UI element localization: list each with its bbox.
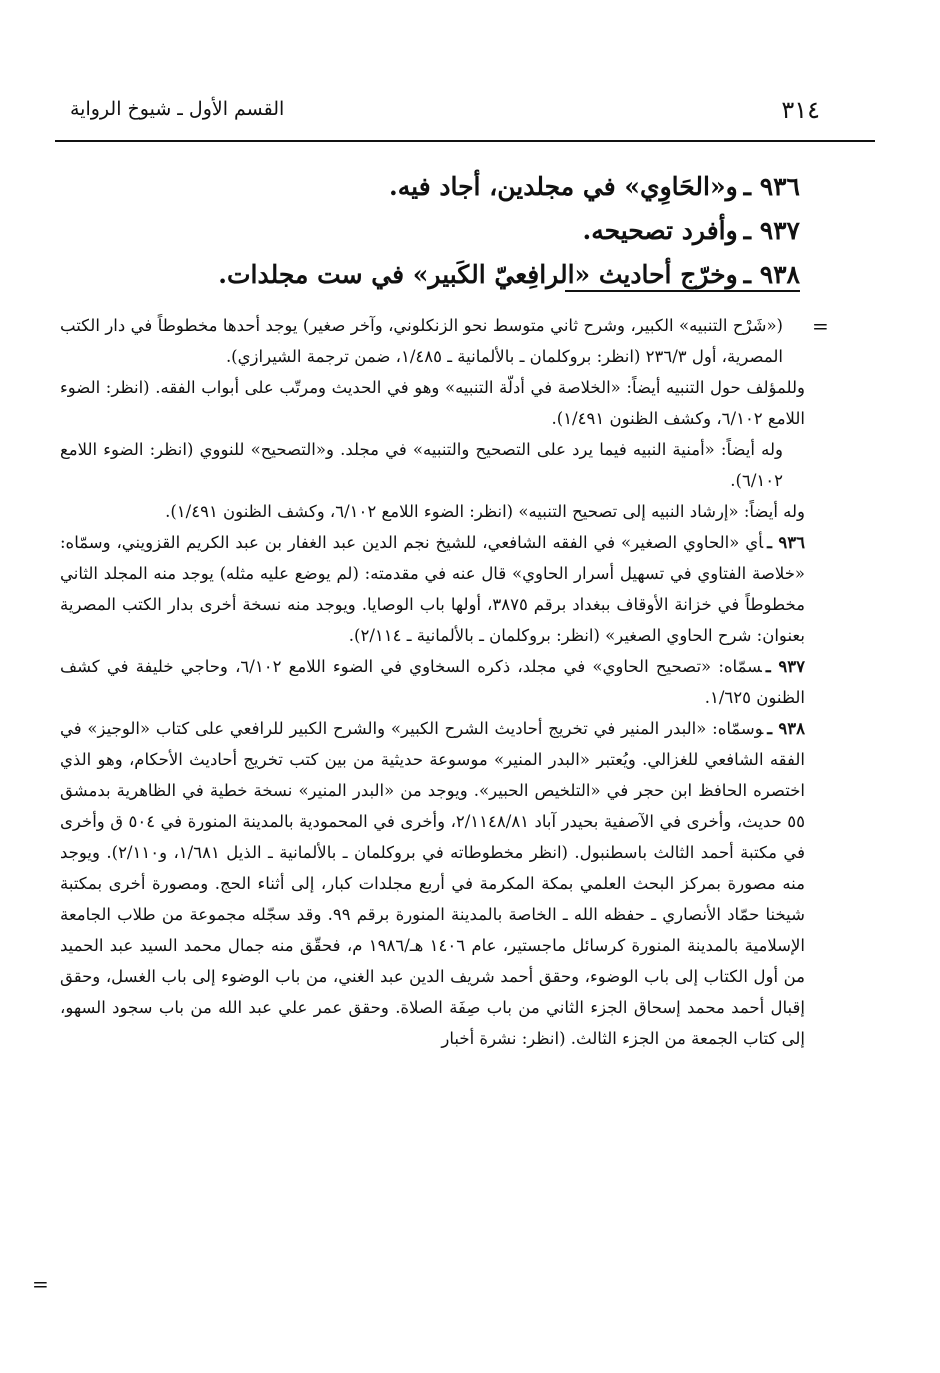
- footnote-text: وله أيضاً: «أمنية النبيه فيما يرد على التصحيح والتنبيه» في مجلد. و«التصحيح» للنووي (انظر: الضوء اللامع ٦/١٠٢).: [60, 440, 783, 490]
- entry-number: ٩٣٧ ـ: [743, 216, 800, 245]
- entry-number: ٩٣٨ ـ: [743, 260, 800, 289]
- footnote-number: ٩٣٨ ـ: [767, 719, 805, 738]
- running-title: القسم الأول ـ شيوخ الرواية: [70, 98, 285, 120]
- entry-text: و«الحَاوِي» في مجلدين، أجاد فيه.: [389, 172, 738, 201]
- entry-number: ٩٣٦ ـ: [743, 172, 800, 201]
- footnote-paragraph: [60, 496, 805, 527]
- footnote-937: [60, 651, 805, 713]
- footnote-936: [60, 527, 805, 651]
- main-entry-937: [140, 209, 800, 253]
- header-rule: [55, 140, 875, 142]
- footnote-938: [60, 713, 805, 1054]
- footnote-text: أي «الحاوي الصغير» في الفقه الشافعي، للشيخ نجم الدين عبد الغفار بن عبد الكريم القزويني، وسمّاه: «خلاصة الفتاوي في تسهيل أسرار الحاوي» قال عنه في مقدمته: (لم يوضع عليه مثله) يوجد منه المجلد الثاني مخطوطاً في خزانة الأوقاف ببغداد برقم ٣٨٧٥، أولها باب الوصايا. ويوجد منه نسخة أخرى بدار الكتب المصرية بعنوان: شرح الحاوي الصغير» (انظر: بروكلمان ـ بالألمانية ـ ٢/١١٤).: [60, 533, 805, 645]
- entry-text: وأفرد تصحيحه.: [582, 216, 738, 245]
- continuation-mark-top: =: [812, 314, 829, 338]
- footnote-text: وسمّاه: «البدر المنير في تخريج أحاديث الشرح الكبير» والشرح الكبير للرافعي على كتاب «الوجيز» في الفقه الشافعي للغزالي. ويُعتبر «البدر المنير» موسوعة حديثية من بين كتب تخريج أحاديث الأحكام، وهو الذي اختصره الحافظ ابن حجر في «التلخيص الحبير». ويوجد من «البدر المنير» نسخة خطية في الظاهرية بدمشق ٥٥ حديث، وأخرى في الآصفية بحيدر آباد ٢/١١٤٨/٨١، وأخرى في المحمودية بالمدينة المنورة في ٥٠٤ ق وأخرى في مكتبة أحمد الثالث باسطنبول. (انظر مخطوطاته في بروكلمان ـ بالألمانية ـ الذيل ١/٦٨١، و٢/١١٠). ويوجد منه مصورة بمركز البحث العلمي بمكة المكرمة في أربع مجلدات كبار، إلى أثناء الحج. ومصورة أخرى بمكتبة شيخنا حمّاد الأنصاري ـ حفظه الله ـ الخاصة بالمدينة المنورة برقم ٩٩. وقد سجّله مجموعة من طلاب الجامعة الإسلامية بالمدينة المنورة كرسائل ماجستير، عام ١٤٠٦ هـ/١٩٨٦ م، فحقّق منه جمال محمد السيد عبد الحميد من أول الكتاب إلى باب الوضوء، وحقق أحمد شريف الدين عبد الغني، من باب الوضوء إلى باب الغسل، وحقق إقبال أحمد محمد إسحاق الجزء الثاني من باب صِفَة الصلاة. وحقق عمر علي عبد الله من باب سجود السهو، إلى كتاب الجمعة من الجزء الثالث. (انظر: نشرة أخبار: [60, 719, 805, 1048]
- footnote-paragraph: [60, 372, 805, 434]
- footnote-text: («شَرْح التنبيه» الكبير، وشرح ثاني متوسط نحو الزنكلوني، وآخر صغير) يوجد أحدها مخطوطاً في دار الكتب المصرية، أول ٢٣٦/٣ (انظر: بروكلمان ـ بالألمانية ـ ١/٤٨٥، ضمن ترجمة الشيرازي).: [60, 316, 783, 366]
- continuation-mark-bottom: =: [32, 1272, 49, 1296]
- footnote-text: وللمؤلف حول التنبيه أيضاً: «الخلاصة في أدلّة التنبيه» وهو في الحديث ومرتّب على أبواب الفقه. (انظر: الضوء اللامع ٦/١٠٢، وكشف الظنون ١/٤٩١).: [60, 378, 805, 428]
- footnote-number: ٩٣٧ ـ: [765, 657, 805, 676]
- main-entry-936: [140, 165, 800, 209]
- page-number: ٣١٤: [781, 96, 820, 124]
- footnotes: [60, 310, 805, 1054]
- footnote-text: وله أيضاً: «إرشاد النبيه إلى تصحيح التنبيه» (انظر: الضوء اللامع ٦/١٠٢، وكشف الظنون ١/٤٩١).: [165, 502, 805, 521]
- footnote-text: سمّاه: «تصحيح الحاوي» في مجلد، ذكره السخاوي في الضوء اللامع ٦/١٠٢، وحاجي خليفة في كشف الظنون ١/٦٢٥.: [60, 657, 805, 707]
- main-entries: [140, 165, 800, 297]
- entry-text: وخرّج أحاديث «الرافِعيّ الكَبير» في ست مجلدات.: [218, 260, 738, 289]
- footnote-rule: [565, 290, 800, 292]
- footnote-paragraph: [60, 434, 805, 496]
- footnote-number: ٩٣٦ ـ: [767, 533, 805, 552]
- footnote-paragraph: [60, 310, 805, 372]
